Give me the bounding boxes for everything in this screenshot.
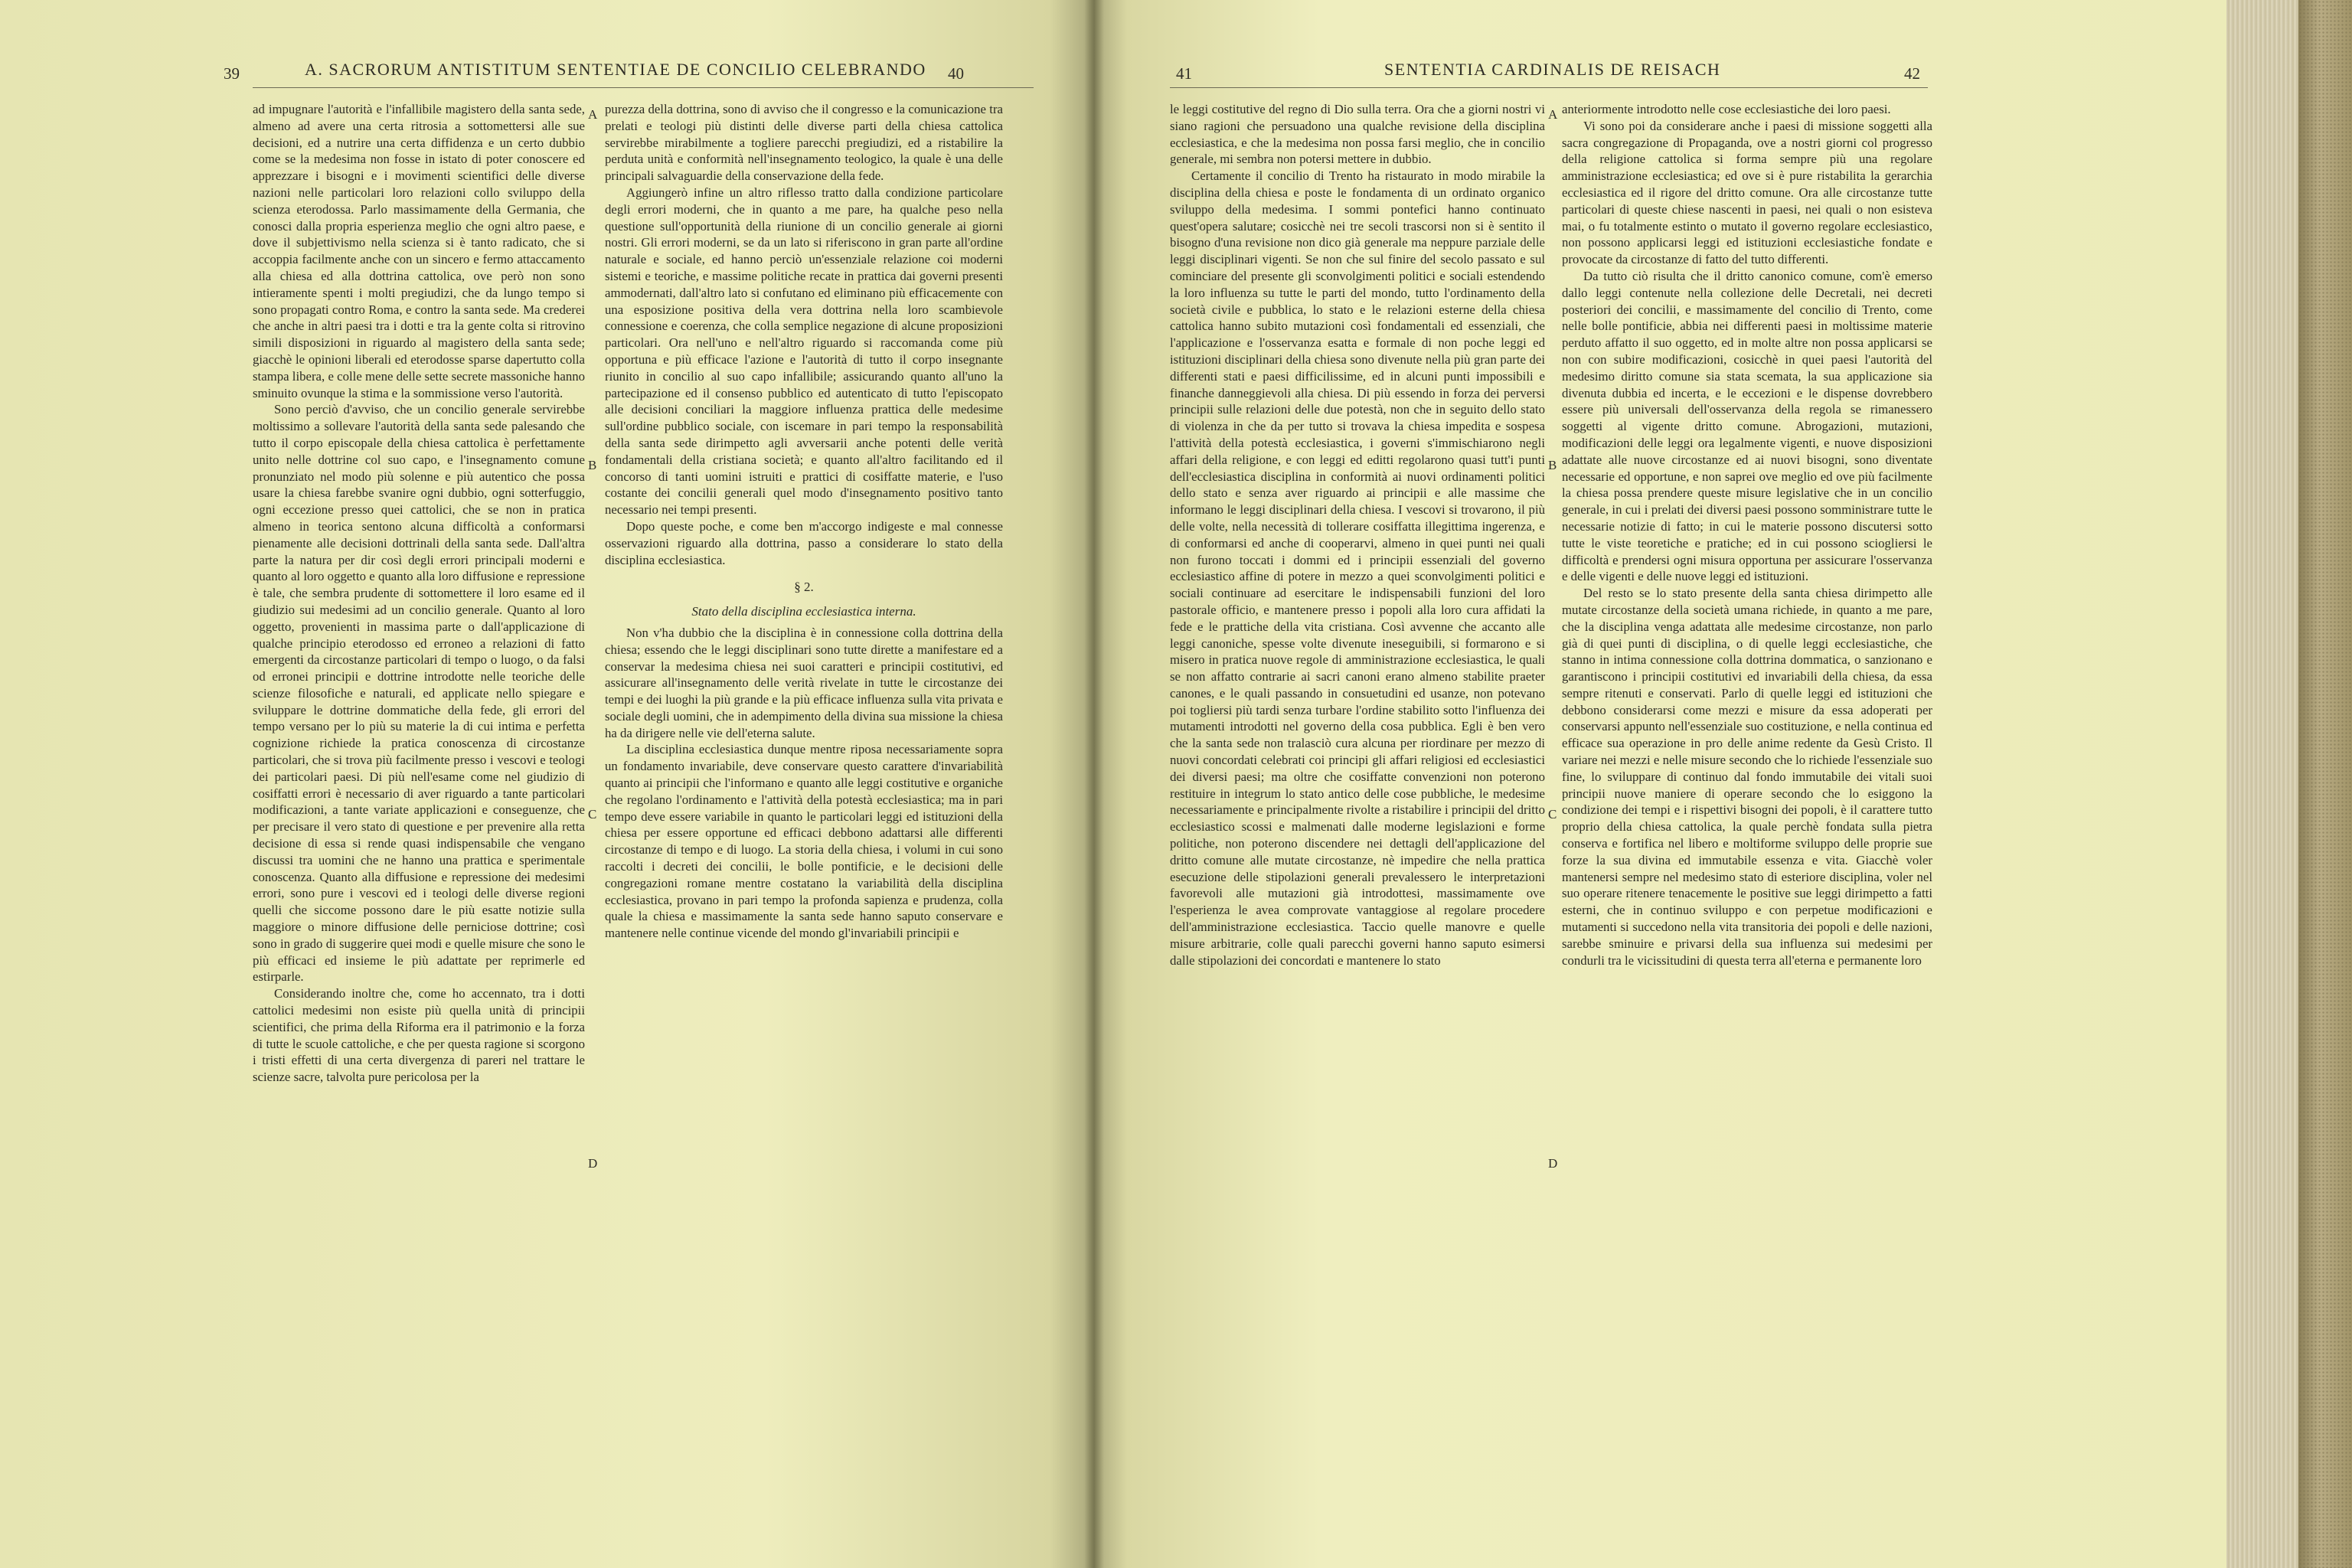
- page-number: 41: [1176, 64, 1192, 83]
- margin-marker: C: [1548, 807, 1557, 822]
- margin-marker: A: [588, 107, 598, 122]
- margin-marker: B: [1548, 458, 1557, 472]
- margin-marker: C: [588, 807, 597, 822]
- text-column: [1562, 101, 1932, 1517]
- cover-texture: [2298, 0, 2352, 1568]
- paragraph: ad impugnare l'autorità e l'infallibile magistero della santa sede, almeno ad avere una certa ritrosia a sottomettersi alle sue decisioni, ed a nutrire una certa diffidenza e un certo dubbio come se la medesima non fosse in istato di poter conoscere ed apprezzare i bisogni e i movimenti scientifici delle diverse nazioni nelle particolari loro relazioni collo sviluppo della scienza eterodossa. Parlo massimamente della Germania, che conosci dalla propria esperienza meglio che ogni altro paese, e dove il subjettivismo nella scienza si è tanto radicato, che si accoppia facilmente anche con un sincero e fermo attaccamento alla chiesa ed alla dottrina cattolica, ove però non sono intieramente spenti i molti pregiudizi, che da lungo tempo si sono propagati contro Roma, e contro la santa sede. Ma crederei che anche in altri paesi tra i dotti e tra la gente colta si ritrovino simili disposizioni in riguardo al magistero della santa sede; giacchè le opinioni liberali ed eterodosse sparse dapertutto colla stampa libera, e colle mene delle sette secrete massoniche hanno sminuito ovunque la stima e la sommissione verso l'autorità.: [253, 102, 585, 400]
- paragraph: Sono perciò d'avviso, che un concilio generale servirebbe moltissimo a sollevare l'autorità della santa sede palesando che tutto il corpo episcopale della chiesa cattolica è perfettamente unito nelle dottrine col suo capo, e l'insegnamento comune pronunziato nel modo più solenne e più autentico che possa usare la chiesa farebbe svanire ogni dubbio, ogni sotterfuggio, ogni eccezione presso quei cattolici, che se non in pratica almeno in teorica sentono alcuna difficoltà a conformarsi pienamente alle decisioni dottrinali della santa sede. Dall'altra parte la natura per dir così degli errori principali moderni e quanto al loro oggetto e quanto alla loro diffusione e repressione è tale, che sembra prudente di sottomettere il loro esame ed il giudizio sui medesimi ad un concilio generale. Quanto al loro oggetto, provenienti in massima parte o dall'applicazione di qualche principio eterodosso ed erroneo a relazioni di fatto emergenti da circostanze particolari di tempo o luogo, o da falsi od erronei principii e dottrine introdotte nelle teoriche delle scienze filosofiche e naturali, ed applicate nello spiegare e sviluppare le dottrine dommatiche della fede, gli errori del tempo versano per lo più su materie la di cui intima e perfetta cognizione richiede la pratica conoscenza di circostanze particolari, che si trova più facilmente presso i vescovi e teologi dei particolari paesi. Di più nell'esame come nel giudizio di cosiffatti errori è necessario di aver riguardo a tante particolari modificazioni, a tante variate applicazioni e conseguenze, che per precisare il vero stato di questione e per prevenire alla retta decisione di essa si rende quasi indispensabile che vengano discussi tra uomini che ne hanno una prattica e sperimentale conoscenza. Quanto alla diffusione e repressione dei medesimi errori, sono pure i vescovi ed i teologi delle diverse regioni quelli che siccome possono dare le più esatte notizie sulla maggiore o minore diffusione delle perniciose dottrine; così sono in grado di suggerire quei modi e quelle misure che sono le più efficaci ed insieme le più adattate per reprimerle ed estirparle.: [253, 402, 585, 985]
- paragraph: purezza della dottrina, sono di avviso che il congresso e la comunicazione tra prelati e teologi più distinti delle diverse parti della chiesa cattolica servirebbe mirabilmente a togliere parecchi pregiudizi, ed a ristabilire la perduta unità e conformità nell'insegnamento teologico, la quale è una delle principali salvaguardie della conservazione della fede.: [605, 102, 1003, 184]
- paragraph: Del resto se lo stato presente della santa chiesa dirimpetto alle mutate circostanze della società umana richiede, in quanto a me pare, che la disciplina venga adattata alle medesime circostanze, non parlo già di quei punti di disciplina, o di quelle leggi ecclesiastiche, che stanno in intima connessione colla dottrina dommatica, o sanzionano e garantiscono i principii costitutivi ed invariabili della chiesa, da essa sempre ritenuti e conservati. Parlo di quelle leggi ed istituzioni che debbono considerarsi come mezzi e misure da essa adoperati per conservarsi appunto nell'essenziale suo costituzione, e nella continua ed efficace sua operazione in pro delle anime redente da Gesù Cristo. Il variare nei mezzi e nelle misure secondo che lo richiede l'essenziale suo fine, lo sviluppare di continuo dal fondo immutabile dei vitali suoi principii nuove maniere di operare secondo che lo esiggono la condizione dei tempi e i rispettivi bisogni dei popoli, è il carattere tutto proprio della chiesa cattolica, la quale perchè fondata sulla pietra conserva e fortifica nel libero e moltiforme sviluppo delle proprie sue forze la sua divina ed immutabile essenza e vita. Giacchè voler mantenersi sempre nel medesimo stato di esteriore disciplina, voler nel suo operare ritenere tenacemente le positive sue leggi dirimpetto a fatti esterni, che in continuo sviluppo e con perpetue modificazioni e mutamenti si succedono nella vita transitoria dei popoli e delle nazioni, sarebbe sminuire e privarsi della sua influenza sui medesimi per condurli tra le vicissitudini di questa terra all'eterna e permanente loro: [1562, 586, 1932, 968]
- paragraph: Vi sono poi da considerare anche i paesi di missione soggetti alla sacra congregazione di Propaganda, ove a nostri giorni col progresso della religione cattolica si forma sempre più una regolare amministrazione ecclesiastica; ed ove si è pure ristabilita la gerarchia ecclesiastica ed il rigore del dritto comune. Ora alle circostanze tutte particolari di queste chiese nascenti in paesi, nei quali o non esisteva mai, o fu totalmente estinto o mutato il governo regolare ecclesiastico, non possono applicarsi leggi ed istituzioni ecclesiastiche fondate e provocate da circostanze di fatto del tutto differenti.: [1562, 118, 1932, 267]
- left-page: [0, 0, 1093, 1568]
- page-number: 39: [224, 64, 240, 83]
- running-head: A. SACRORUM ANTISTITUM SENTENTIAE DE CONCILIO CELEBRANDO: [305, 60, 926, 79]
- paragraph: anteriormente introdotto nelle cose ecclesiastiche dei loro paesi.: [1562, 102, 1891, 116]
- paragraph: La disciplina ecclesiastica dunque mentre riposa necessariamente sopra un fondamento invariabile, deve conservare questo carattere d'invariabilità quanto ai principii che l'informano e quanto alle leggi costitutive e organiche che regolano l'ordinamento e l'attività della potestà ecclesiastica; ma in pari tempo deve essere variabile in quanto le particolari leggi ed istituzioni della chiesa per essere opportune ed efficaci debbono adattarsi alle differenti circostanze di tempo e di luogo. La storia della chiesa, i volumi in cui sono raccolti i decreti dei concilii, le bolle pontificie, e le decisioni delle congregazioni romane mentre costatano la variabilità della disciplina ecclesiastica, provano in pari tempo la profonda sapienza e prudenza, colla quale la chiesa e massimamente la santa sede hanno saputo conservare e mantenere nelle continue vicende del mondo gl'invariabili principii e: [605, 742, 1003, 941]
- header-rule: [253, 87, 1034, 88]
- paragraph: Non v'ha dubbio che la disciplina è in connessione colla dottrina della chiesa; essendo che le leggi disciplinari sono tutte dirette a manifestare ed a conservar la medesima chiesa nei suoi caratteri e principii costitutivi, ed assicurare all'insegnamento delle verità rivelate in tutte le circostanze dei tempi e dei luoghi la più grande e la più efficace influenza sulla vita privata e sociale degli uomini, che in adempimento della divina sua missione la chiesa ha da dirigere nelle vie dell'eterna salute.: [605, 625, 1003, 740]
- book-gutter: [1084, 0, 1104, 1568]
- section-number: § 2.: [794, 580, 814, 595]
- paragraph: Considerando inoltre che, come ho accennato, tra i dotti cattolici medesimi non esiste più quella unità di principii scientifici, che prima della Riforma era il patrimonio e la forza di tutte le scuole cattoliche, e che per questa ragione si scorgono i tristi effetti di una certa divergenza di pareri nel trattare le scienze sacre, talvolta pure pericolosa per la: [253, 986, 585, 1085]
- page-number: 42: [1904, 64, 1920, 83]
- running-head: SENTENTIA CARDINALIS DE REISACH: [1384, 60, 1721, 79]
- paragraph: Aggiungerò infine un altro riflesso tratto dalla condizione particolare degli errori moderni, che in quanto a me pare, ha qualche peso nella questione sull'opportunità della riunione di un concilio generale ai giorni nostri. Gli errori moderni, se da un lato si riferiscono in gran parte all'ordine naturale e sociale, ed hanno perciò un'essenziale relazione coi moderni sistemi e teoriche, e massime politiche recate in prattica dai governi presenti ammodernati, dall'altro lato si confutano ed eliminano più efficacemente con una esposizione positiva della vera dottrina nella loro scambievole connessione e coerenza, che colla semplice negazione di alcune proposizioni particolari. Ora nell'uno e nell'altro riguardo si raccomanda come più opportuna e più efficace l'azione e l'autorità di tutto il corpo insegnante riunito in concilio al suo capo infallibile; assicurando quanto all'uno la partecipazione ed il consenso pubblico ed autenticato di tutto l'episcopato alle decisioni conciliari la maggiore influenza prattica delle medesime sull'ordine pubblico sociale, con iscemare in pari tempo la responsabilità della santa sede dirimpetto agli avversarii anche potenti delle verità fondamentali della cristiana società; e quanto all'altro facilitando ed il concorso di tanti uomini istruiti e prattici di cosiffatte materie, e l'uso costante dei concilii generali quel modo d'insegnamento positivo tanto necessario nei tempi presenti.: [605, 185, 1003, 518]
- margin-marker: A: [1548, 107, 1558, 122]
- text-column: [1170, 101, 1545, 1517]
- header-rule: [1170, 87, 1928, 88]
- margin-marker: B: [588, 458, 597, 472]
- page-number: 40: [948, 64, 964, 83]
- page-edges: [2226, 0, 2352, 1568]
- margin-marker: D: [1548, 1156, 1558, 1171]
- text-column: [605, 101, 1003, 1517]
- paragraph: le leggi costitutive del regno di Dio sulla terra. Ora che a giorni nostri vi siano ragioni che persuadono una qualche revisione della disciplina ecclesiastica, e che la medesima non possa farsi meglio, che in concilio generale, mi sembra non potersi mettere in dubbio.: [1170, 102, 1545, 167]
- margin-marker: D: [588, 1156, 598, 1171]
- section-title: Stato della disciplina ecclesiastica interna.: [691, 604, 916, 619]
- paragraph: Certamente il concilio di Trento ha ristaurato in modo mirabile la disciplina della chiesa e poste le fondamenta di un ordinato organico sviluppo della medesima. I sommi pontefici hanno continuato quest'opera salutare; cosicchè nei tre secoli trascorsi non si è sentito il bisogno d'una revisione non dico già generale ma neppure parziale delle leggi disciplinari vigenti. Se non che sul finire del secolo passato e sul cominciare del presente gli sconvolgimenti politici e sociali estendendo la loro influenza su tutte le parti del mondo, tutto l'ordinamento della società civile e pubblica, lo stato e le relazioni esterne della chiesa cattolica hanno subito mutazioni così fondamentali ed essenziali, che l'applicazione e l'osservanza esatta e formale di non poche leggi ed istituzioni disciplinari della chiesa sono divenute nella più gran parte dei differenti stati e paesi difficilissime, ed in alcuni punti impossibili e finanche danneggievoli alla chiesa. Di più essendo in forza dei perversi principii sulle relazioni delle due potestà, non che in seguito dello stato di violenza in che da per tutto si trovava la chiesa impedita e sospesa l'attività della potestà ecclesiastica, i governi s'immischiarono negli affari della religione, e con leggi ed editti regolarono quasi tutt'i punti dell'ecclesiastica disciplina in conformità ai nuovi ordinamenti politici dello stato e senza aver riguardo ai principii e alle massime che informano le leggi disciplinari della chiesa. I vescovi si trovarono, il più delle volte, nella necessità di tollerare cosiffatta illegittima ingerenza, e di conformarsi ed anche di cooperarvi, almeno in quei punti nei quali non furono toccati i dommi ed i principii essenziali del governo ecclesiastico affine di potere in mezzo a quei sconvolgimenti politici e sociali continuare ad esercitare le indispensabili funzioni del loro pastorale officio, e mantenere presso i popoli alla loro cura affidati la fede e le prattiche della vita cristiana. Così avvenne che accanto alle leggi canoniche, spesse volte divenute ineseguibili, si formarono e si misero in pratica nuove regole di amministrazione ecclesiastica, le quali se non affatto contrarie ai sacri canoni erano almeno stabilite praeter canones, e le quali passando in consuetudini ed usanze, non potevano poi togliersi più tardi senza turbare l'ordine stabilito sotto l'influenza dei mutamenti introdotti nel governo della cosa pubblica. Egli è ben vero che la santa sede non tralasciò cura alcuna per riordinare per mezzo di nuovi concordati celebrati coi principi gli affari religiosi ed ecclesiastici dei diversi paesi; ma oltre che cosiffatte convenzioni non poterono restituire in integrum lo stato antico delle cose pubbliche, le medesime necessariamente e principalmente rivolte a ristabilire i principii del dritto ecclesiastico scossi e malmenati dalle moderne legislazioni e forme politiche, non poterono discendere nei dettagli dell'applicazione del dritto comune alle mutate circostanze, nè impedire che nella prattica esecuzione delle stipolazioni generali prevalessero le interpretazioni favorevoli alle mutazioni già introdottesi, massimamente ove l'esperienza le avea comprovate vantaggiose al regolare procedere dell'amministrazione ecclesiastica. Taccio quelle manovre e quelle misure arbitrarie, colle quali parecchi governi hanno saputo esimersi dalle stipolazioni dei concordati e mantenere lo stato: [1170, 168, 1545, 968]
- paragraph: Da tutto ciò risulta che il dritto canonico comune, com'è emerso dallo leggi contenute nella collezione delle Decretali, nei decreti posteriori dei concilii, e massimamente del concilio di Trento, come nelle bolle pontificie, abbia nei differenti paesi in moltissime materie perduto affatto il suo oggetto, ed in molte altre non possa applicarsi se non con subire modificazioni, cosicchè in quei paesi l'autorità del medesimo diritto comune sia stata scemata, la sua applicazione sia divenuta dubbia ed incerta, e le eccezioni e le dispense dovrebbero essere più universali dell'osservanza della regola se rimanessero soggetti al vigente dritto comune. Abrogazioni, mutazioni, modificazioni delle leggi ora legalmente vigenti, e nuove disposizioni adattate alle nuove circostanze ed ai nuovi bisogni, sono diventate necessarie ed opportune, e non saprei ove meglio ed ove più facilmente la chiesa possa prendere queste misure legislative che in un concilio generale, in cui i prelati dei diversi paesi possono somministrare tutte le necessarie notizie di fatto; in cui le materie possono discutersi sotto tutte le viste teoretiche e pratiche; ed in cui possono sciogliersi le difficoltà e prendersi ogni misura opportuna per assicurare l'osservanza e delle vigenti e delle nuove leggi ed istituzioni.: [1562, 268, 1932, 584]
- paragraph: Dopo queste poche, e come ben m'accorgo indigeste e mal connesse osservazioni riguardo alla dottrina, passo a considerare lo stato della disciplina ecclesiastica.: [605, 518, 1003, 567]
- right-page: [1093, 0, 2226, 1568]
- text-column: [253, 101, 585, 1517]
